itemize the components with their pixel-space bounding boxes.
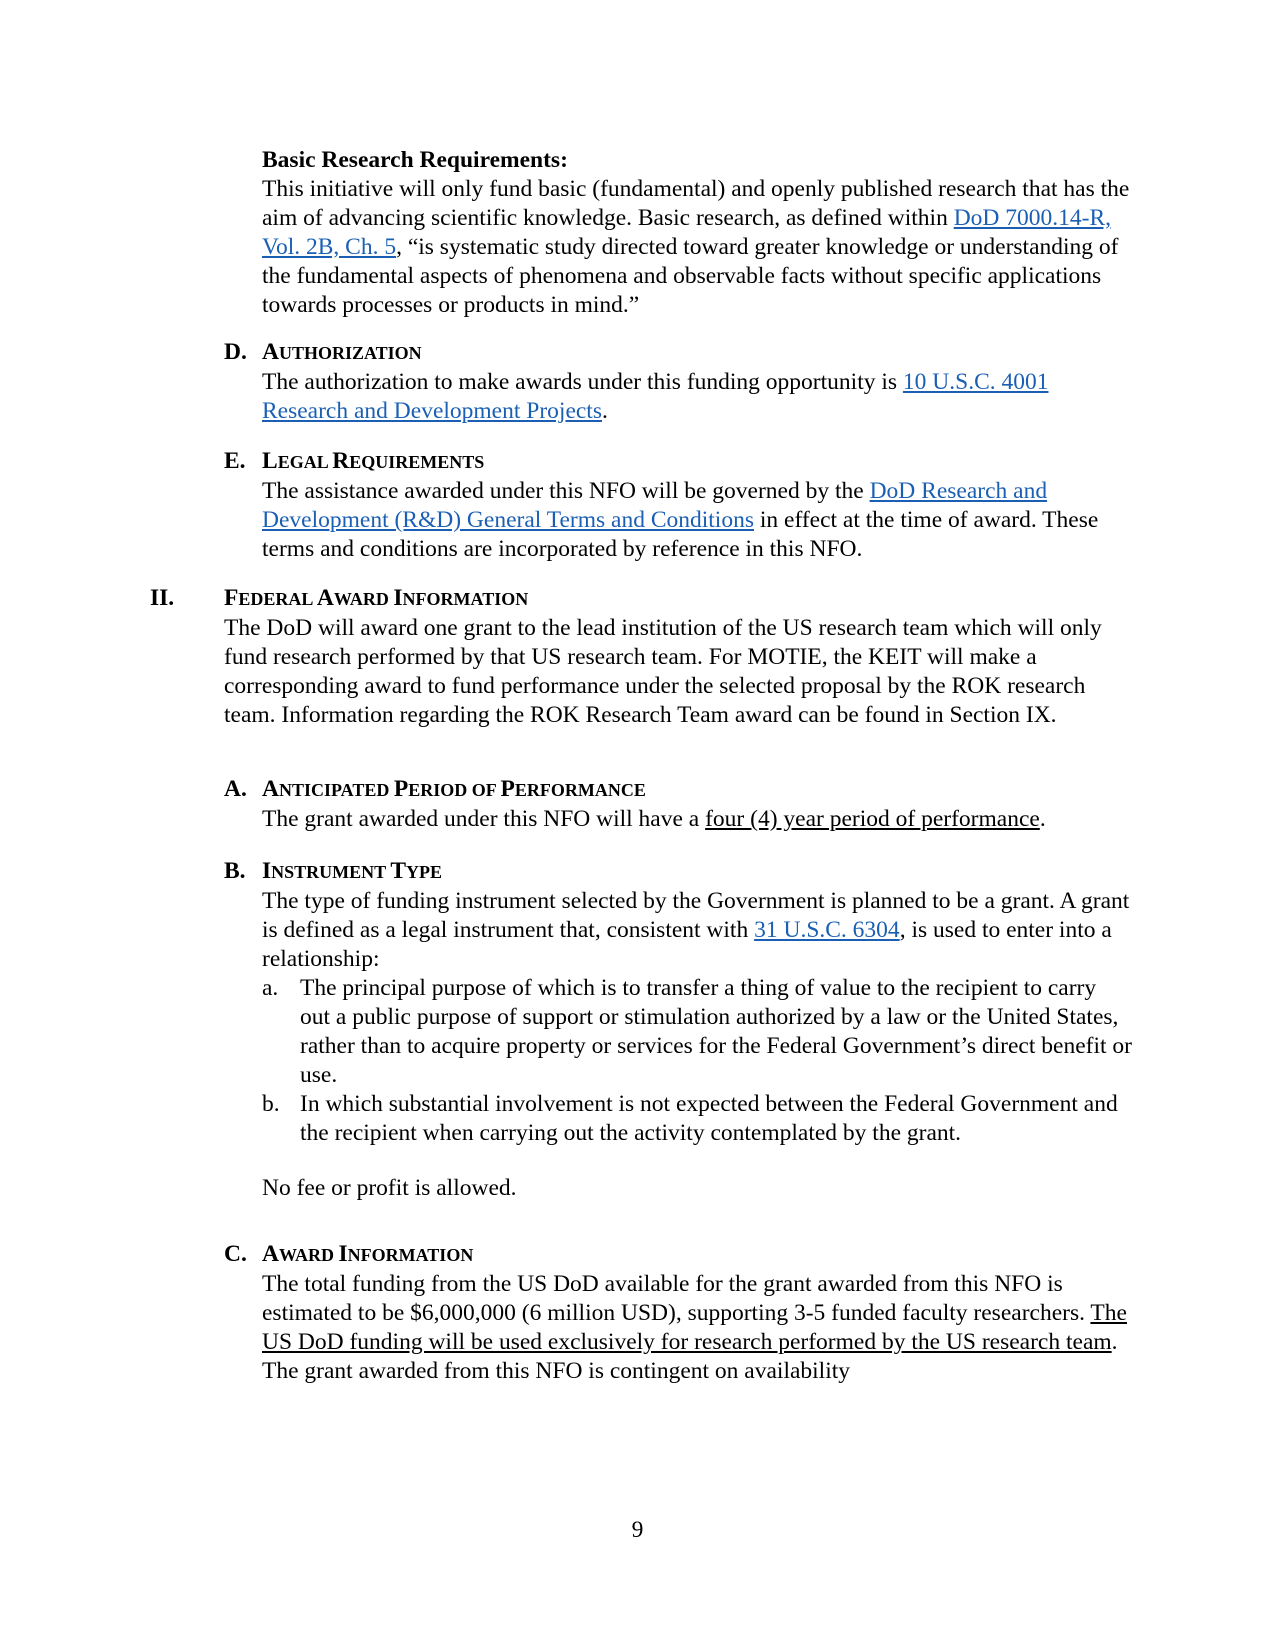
section-ii-a-block [262,775,1132,834]
section-e-title [262,447,1132,477]
dod-7000-link[interactable]: DoD 7000.14-R, Vol. 2B, Ch. 5 [262,205,1112,260]
section-e-title-b: EGAL [277,452,333,472]
section-ii-b-title-c: T [390,858,407,884]
section-d-letter: D. [224,339,247,365]
section-ii-a-text-2: . [1039,806,1046,832]
section-ii-c-title-a: A [262,1241,279,1267]
section-ii-c-title [262,1240,1132,1270]
section-d-title-a: A [262,339,279,365]
list-marker: a. [262,975,279,1001]
basic-research-text-1: This initiative will only fund basic (fundamental) and openly published research that has the aim of advancing scientific knowledge. Basic research, as defined within [262,176,1130,231]
section-ii-c-text [262,1270,1132,1386]
section-ii-text: The DoD will award one grant to the lead institution of the US research team which will only fund research performed by that US research team. For MOTIE, the KEIT will make a corresponding award to fund performance under the selected proposal by the ROK research team. Information regarding the ROK Research Team award can be found in Section IX. [224,615,1102,728]
basic-research-text [262,175,1132,320]
section-ii-a-text-1: The grant awarded under this NFO will have a [262,806,706,832]
section-ii-numeral: II. [150,585,175,611]
section-e-text-2: in effect at the time of award. These terms and conditions are incorporated by reference in this NFO. [262,507,1099,562]
section-ii-b-title-d: YPE [406,862,443,882]
section-ii-title-f: NFORMATION [402,589,529,609]
list-item [262,1090,1132,1148]
section-ii-b-letter: B. [224,858,246,884]
section-ii-title-b: EDERAL [238,589,317,609]
section-d-title-b: UTHORIZATION [278,343,422,363]
section-ii-c-title-c: I [338,1241,348,1267]
section-e-block [262,447,1132,564]
section-e-letter: E. [224,448,246,474]
section-e-text-1: The assistance awarded under this NFO will be governed by the [262,478,870,504]
list-item [262,974,1132,1090]
list-item-text: In which substantial involvement is not expected between the Federal Government and the recipient when carrying out the activity contemplated by the grant. [300,1091,1118,1146]
section-ii-a-title-f: ERFORMANCE [514,780,646,800]
section-ii-a-title-c: P [393,776,409,802]
basic-research-block [262,146,1132,320]
section-ii-a-title-d: ERIOD OF [408,780,501,800]
section-e-title-d: EQUIREMENTS [349,452,485,472]
section-ii-b-title [262,857,1132,887]
section-ii-c-block [262,1240,1132,1386]
usc-6304-link[interactable]: 31 U.S.C. 6304 [754,917,900,943]
section-ii-a-title-e: P [500,776,515,802]
section-ii-c-letter: C. [224,1241,247,1267]
section-ii-a-title [262,775,1132,805]
section-d-title [262,338,1132,368]
section-ii-a-letter: A. [224,776,247,802]
period-of-performance-underlined: four (4) year period of performance [705,806,1040,832]
section-e-title-c: R [332,448,350,474]
usc-4001-link[interactable]: 10 U.S.C. 4001 Research and Development Projects [262,369,1049,424]
dod-rd-terms-link[interactable]: DoD Research and Development (R&D) General Terms and Conditions [262,478,1048,533]
section-e-title-a: L [262,448,278,474]
section-ii-a-title-b: NTICIPATED [278,780,394,800]
section-ii-c-title-d: NFORMATION [347,1245,474,1265]
section-d-text-2: . [601,398,608,424]
section-ii-a-title-a: A [262,776,279,802]
section-d-block [262,338,1132,426]
section-ii-title-d: WARD [333,589,394,609]
page-number: 9 [631,1517,644,1543]
section-ii-b-title-a: I [262,858,272,884]
section-ii-b-text [262,887,1132,974]
basic-research-heading: Basic Research Requirements: [262,147,568,173]
section-ii-c-text-1: The total funding from the US DoD available for the grant awarded from this NFO is estimated to be $6,000,000 (6 million USD), supporting 3-5 funded faculty researchers. [262,1271,1091,1326]
section-ii-b-block [262,857,1132,1203]
basic-research-text-2: , “is systematic study directed toward greater knowledge or understanding of the fundamental aspects of phenomena and observable facts without specific applications towards processes or products in mind.” [262,234,1119,318]
us-dod-funding-underlined: The US DoD funding will be used exclusively for research performed by the US research team [262,1300,1127,1355]
section-ii-title [224,584,1134,614]
list-item-text: The principal purpose of which is to transfer a thing of value to the recipient to carry out a public purpose of support or stimulation authorized by a law or the United States, rather than to acquire property or services for the Federal Government’s direct benefit or use. [300,975,1132,1088]
section-ii-block [224,584,1134,730]
section-e-text [262,477,1132,564]
section-d-text [262,368,1132,426]
section-ii-title-a: F [224,585,239,611]
section-ii-c-title-b: WARD [278,1245,339,1265]
section-ii-c-text-2: . The grant awarded from this NFO is contingent on availability [262,1329,1118,1384]
section-ii-b-text-1: The type of funding instrument selected by the Government is planned to be a grant. A grant is defined as a legal instrument that, consistent with [262,888,1130,943]
section-ii-b-text-2: , is used to enter into a relationship: [262,917,1112,972]
section-d-text-1: The authorization to make awards under this funding opportunity is [262,369,903,395]
no-fee-text: No fee or profit is allowed. [262,1175,517,1201]
list-marker: b. [262,1091,280,1117]
section-ii-b-title-b: NSTRUMENT [271,862,391,882]
section-ii-title-c: A [316,585,334,611]
section-ii-a-text [262,805,1132,834]
section-ii-title-e: I [393,585,403,611]
